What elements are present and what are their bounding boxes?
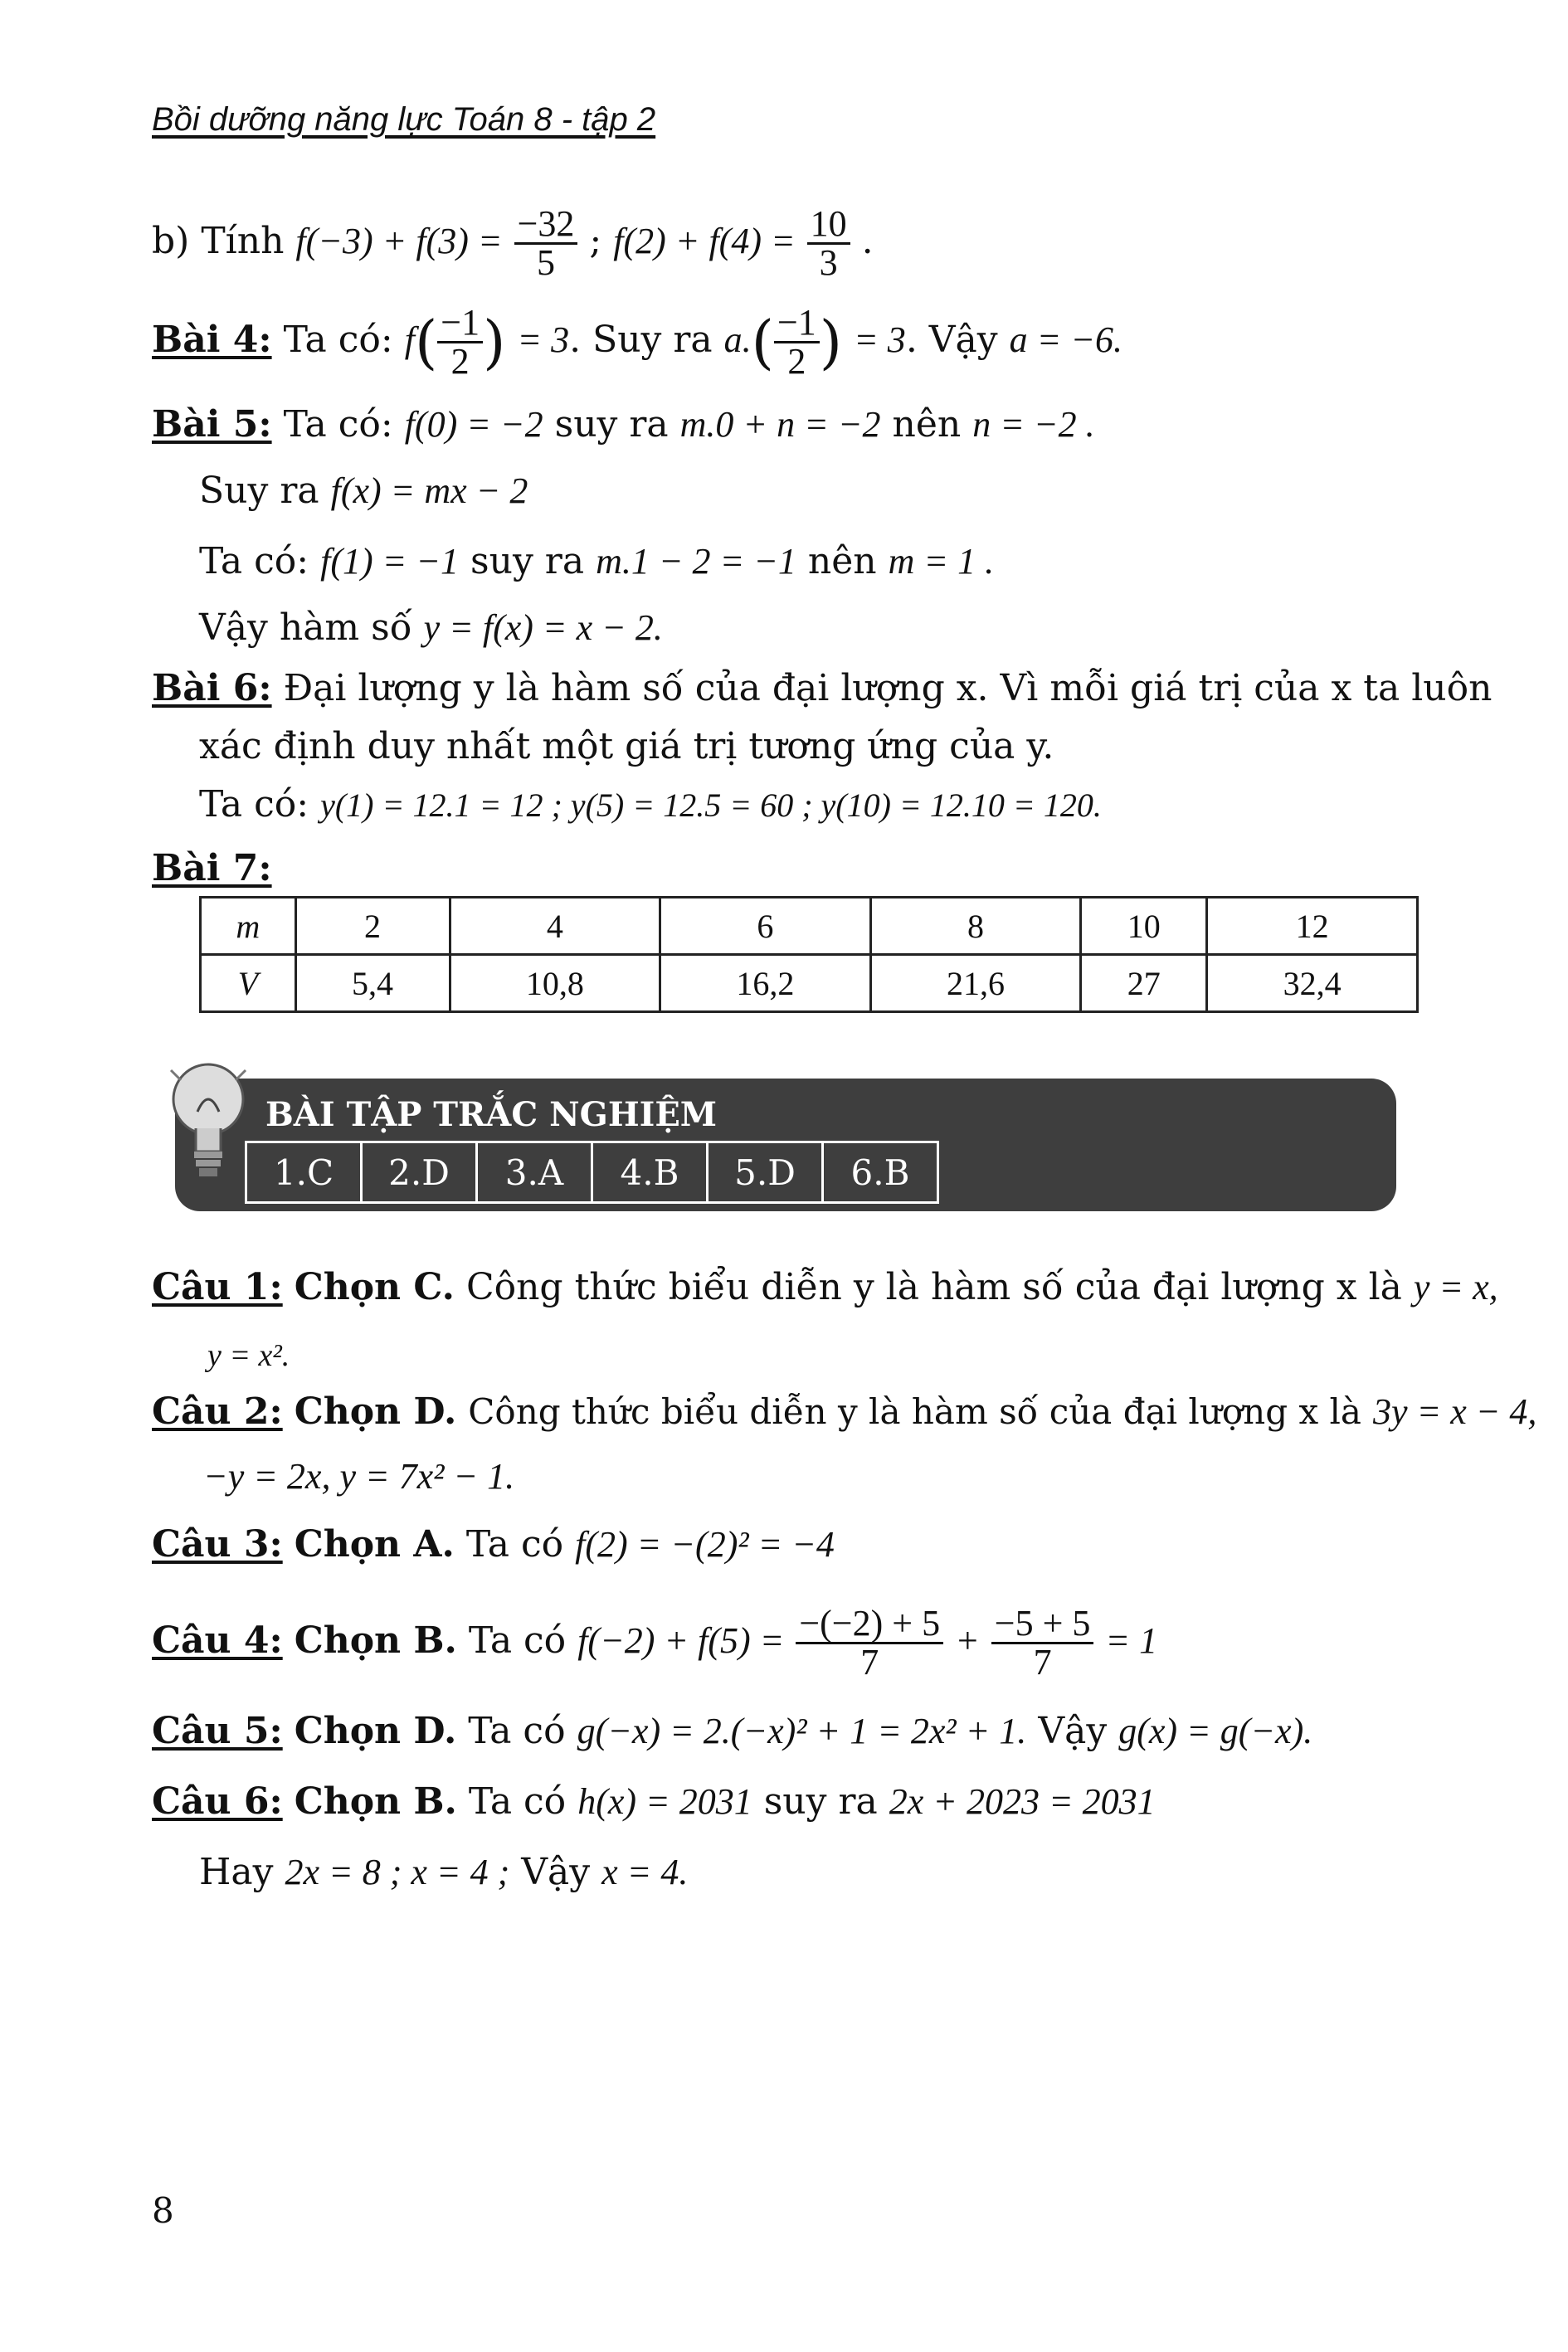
text: suy ra <box>554 403 669 446</box>
text: xác định duy nhất một giá trị tương ứng của y. <box>199 725 1054 767</box>
choice: Chọn A. <box>294 1523 455 1566</box>
text: suy ra <box>470 540 585 582</box>
line-bai7 <box>152 847 272 889</box>
lightbulb-icon <box>163 1054 254 1186</box>
text: suy ra <box>763 1780 878 1823</box>
numerator: −5 + 5 <box>991 1605 1094 1644</box>
fraction <box>774 304 820 380</box>
text: Ta có <box>465 1523 564 1566</box>
table-cell: 27 <box>1081 955 1207 1012</box>
answer-cell: 3.A <box>475 1141 593 1204</box>
table-cell: 10,8 <box>450 955 660 1012</box>
banner-title: BÀI TẬP TRẮC NGHIỆM <box>265 1095 718 1134</box>
math: 2x + 2023 = 2031 <box>889 1781 1156 1822</box>
choice: Chọn B. <box>294 1619 457 1662</box>
exercise-label: Bài 4: <box>152 319 272 361</box>
line-cau5 <box>152 1710 1313 1752</box>
choice: Chọn B. <box>294 1780 457 1823</box>
math: y = x². <box>207 1338 290 1373</box>
answer-cell: 2.D <box>360 1141 478 1204</box>
question-label: Câu 1: <box>152 1266 283 1308</box>
text: Suy ra <box>199 470 319 512</box>
denominator: 7 <box>860 1642 879 1682</box>
math: = 3 <box>517 319 570 360</box>
table-cell: 6 <box>660 898 871 955</box>
text: Ta có: <box>199 540 309 582</box>
value-table <box>199 896 1419 1013</box>
question-label: Câu 6: <box>152 1780 283 1823</box>
choice: Chọn D. <box>294 1710 457 1752</box>
answer-cell: 5.D <box>706 1141 824 1204</box>
line-cau4 <box>152 1605 1157 1681</box>
line-cau1 <box>152 1266 1498 1308</box>
line-b <box>152 203 874 283</box>
line-cau2-2 <box>203 1458 514 1495</box>
table-cell: 2 <box>295 898 450 955</box>
math: f(2) = −(2)² = −4 <box>575 1524 835 1565</box>
text: Ta có: <box>283 403 393 446</box>
text: nên <box>807 540 877 582</box>
text: b) Tính <box>152 220 285 262</box>
math: y = x, <box>1413 1267 1498 1307</box>
math: f(x) = mx − 2 <box>330 470 528 511</box>
exercise-label: Bài 7: <box>152 847 272 889</box>
math: a. <box>723 319 752 360</box>
text: . Suy ra <box>569 319 713 361</box>
fraction <box>807 203 850 283</box>
table-row <box>201 898 1418 955</box>
text: . <box>861 220 874 262</box>
text: Ta có <box>468 1710 566 1752</box>
denominator: 2 <box>450 341 470 382</box>
text: Ta có <box>468 1780 567 1823</box>
table-cell: 10 <box>1081 898 1207 955</box>
line-bai5-4 <box>199 606 663 649</box>
fraction <box>991 1605 1094 1681</box>
math: 3y = x − 4, <box>1372 1391 1537 1432</box>
math: = 1 <box>1105 1620 1158 1661</box>
math: g(−x) = 2.(−x)² + 1 = 2x² + 1. <box>577 1711 1027 1751</box>
math: n = −2 . <box>972 404 1095 445</box>
denominator: 7 <box>1033 1642 1052 1682</box>
table-cell: 16,2 <box>660 955 871 1012</box>
math: 2x = 8 ; x = 4 ; <box>285 1852 510 1892</box>
math: = 3 <box>854 319 906 360</box>
numerator: 10 <box>807 206 850 245</box>
page-number: 8 <box>152 2190 174 2231</box>
table-row <box>201 955 1418 1012</box>
table-cell: 21,6 <box>870 955 1081 1012</box>
math: f(−2) + f(5) = <box>577 1620 785 1661</box>
line-bai5-2 <box>199 470 528 512</box>
text: ; <box>589 220 602 262</box>
numerator: −1 <box>774 304 820 343</box>
text: Ta có: <box>283 319 393 361</box>
fraction <box>514 203 578 283</box>
running-header: Bồi dưỡng năng lực Toán 8 - tập 2 <box>152 101 656 138</box>
line-cau2 <box>152 1390 1537 1433</box>
fraction <box>437 304 483 380</box>
choice: Chọn C. <box>294 1266 455 1308</box>
math: m = 1 . <box>888 541 995 582</box>
math: a = −6. <box>1009 319 1123 360</box>
table-cell: V <box>201 955 296 1012</box>
fraction <box>796 1605 943 1681</box>
line-bai6-2 <box>199 725 1054 767</box>
line-cau3 <box>152 1523 835 1566</box>
line-bai5-3 <box>199 540 995 582</box>
table-cell: 5,4 <box>295 955 450 1012</box>
text: Công thức biểu diễn y là hàm số của đại lượng x là <box>465 1266 1402 1308</box>
question-label: Câu 4: <box>152 1619 283 1662</box>
math: y(1) = 12.1 = 12 ; y(5) = 12.5 = 60 ; y(10) = 12.10 = 120. <box>320 786 1102 824</box>
math: g(x) = g(−x). <box>1118 1711 1313 1751</box>
math: f <box>404 319 415 360</box>
denominator: 2 <box>787 341 806 382</box>
exercise-label: Bài 5: <box>152 403 272 446</box>
math: m.1 − 2 = −1 <box>596 541 796 582</box>
text: Hay <box>199 1851 274 1893</box>
exercise-label: Bài 6: <box>152 667 272 709</box>
table-cell: 32,4 <box>1207 955 1418 1012</box>
line-bai6 <box>152 667 1493 709</box>
text: Vậy <box>1038 1710 1108 1752</box>
line-bai6-3 <box>199 783 1102 825</box>
line-bai5 <box>152 403 1095 446</box>
answer-table <box>247 1141 939 1204</box>
answer-cell: 6.B <box>821 1141 939 1204</box>
text: Đại lượng y là hàm số của đại lượng x. Vì mỗi giá trị của x ta luôn <box>283 667 1493 709</box>
math: x = 4. <box>601 1852 689 1892</box>
numerator: −1 <box>437 304 483 343</box>
text: nên <box>892 403 962 446</box>
math: −y = 2x, y = 7x² − 1. <box>203 1456 515 1497</box>
math: h(x) = 2031 <box>577 1781 752 1822</box>
text: Vậy <box>521 1851 591 1893</box>
numerator: −32 <box>514 206 578 245</box>
answer-cell: 1.C <box>245 1141 363 1204</box>
math: + <box>955 1620 980 1661</box>
answer-cell: 4.B <box>591 1141 709 1204</box>
math: y = f(x) = x − 2. <box>423 607 663 648</box>
table-cell: 12 <box>1207 898 1418 955</box>
text: Ta có <box>468 1619 567 1662</box>
line-cau6-2 <box>199 1851 689 1893</box>
numerator: −(−2) + 5 <box>796 1605 943 1644</box>
line-cau1-2 <box>207 1336 290 1372</box>
math: m.0 + n = −2 <box>679 404 881 445</box>
table-cell: 4 <box>450 898 660 955</box>
text: . Vậy <box>905 319 998 361</box>
text: Công thức biểu diễn y là hàm số của đại lượng x là <box>468 1391 1361 1432</box>
math: f(2) + f(4) = <box>613 221 796 261</box>
line-cau6 <box>152 1780 1156 1823</box>
choice: Chọn D. <box>294 1390 457 1433</box>
question-label: Câu 2: <box>152 1390 283 1433</box>
question-label: Câu 5: <box>152 1710 283 1752</box>
text: Ta có: <box>199 783 309 825</box>
denominator: 5 <box>536 242 555 283</box>
line-bai4: Bài 4: Ta có: f( $\frac{-1}{2}$ ) = 3. Suy ra a.( $\frac{-1}{2}$ ) = 3. Vậy a = −6. <box>152 302 1123 382</box>
text: Vậy hàm số <box>199 606 412 649</box>
question-label: Câu 3: <box>152 1523 283 1566</box>
math: f(−3) + f(3) = <box>295 221 503 261</box>
denominator: 3 <box>819 242 838 283</box>
table-cell: 8 <box>870 898 1081 955</box>
math: f(1) = −1 <box>320 541 460 582</box>
math: f(0) = −2 <box>404 404 543 445</box>
table-cell: m <box>201 898 296 955</box>
